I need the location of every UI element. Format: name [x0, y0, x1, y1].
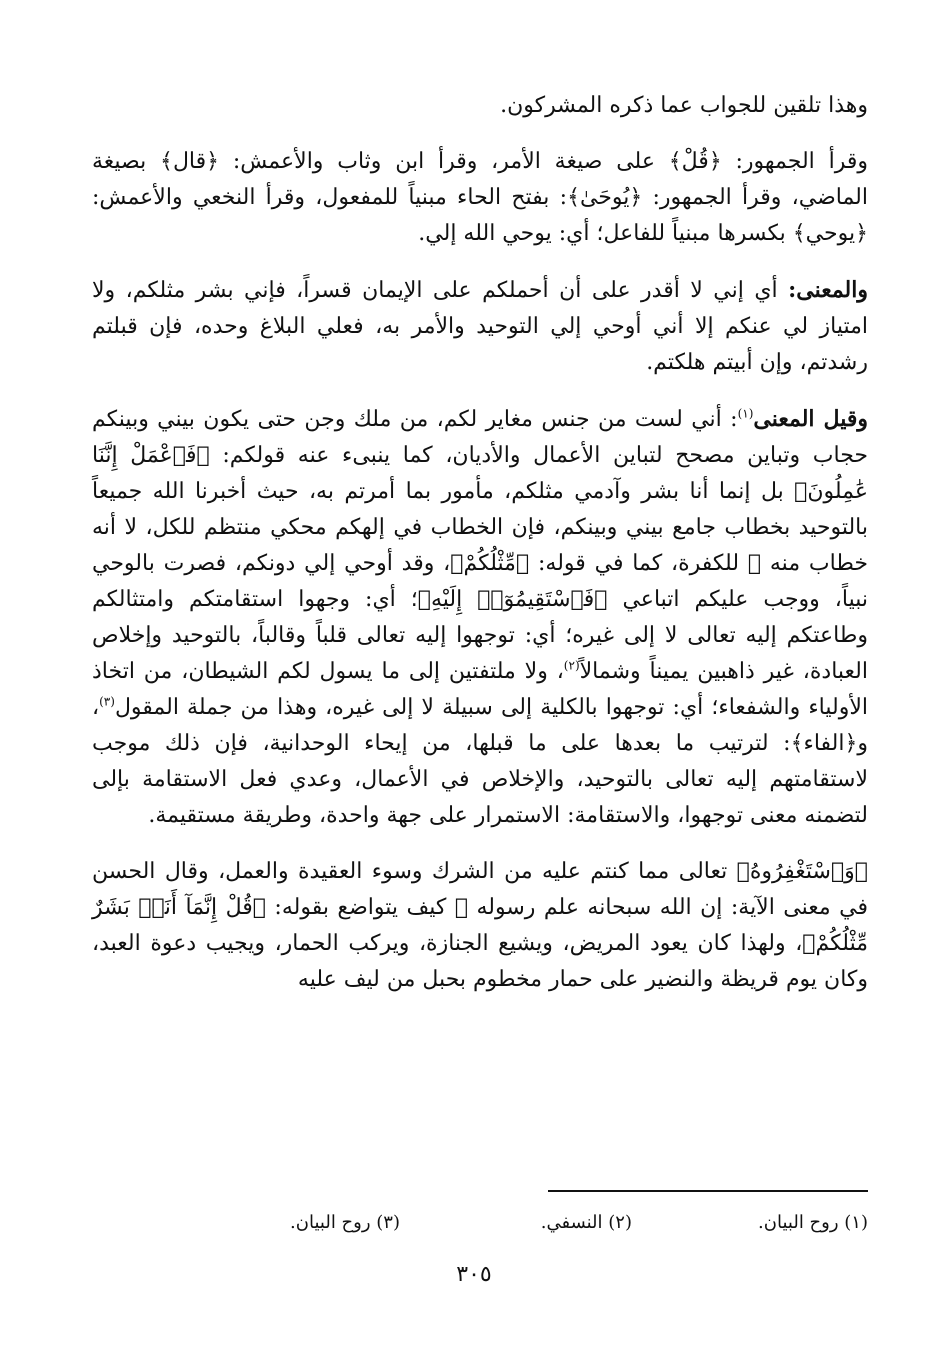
paragraph-intro: وهذا تلقين للجواب عما ذكره المشركون.: [500, 93, 868, 118]
footnote-ref-2: (٢): [563, 658, 580, 673]
page-body: [92, 88, 868, 1016]
footnote-divider: [548, 1190, 868, 1192]
paragraph-forgiveness: ﴿وَٱسْتَغْفِرُوهُ﴾ تعالى مما كنتم عليه من الشرك وسوء العقيدة والعمل، وقال الحسن في معنى الآية: إن الله سبحانه علم رسوله ﷺ كيف يتواضع بقوله: ﴿قُلْ إِنَّمَآ أَنَا۠ بَشَرٌ مِّثْلُكُمْ﴾، ولهذا كان يعود المريض، ويشيع الجنازة، ويركب الحمار، ويجيب دعوة العبد، وكان يوم قريظة والنضير على حمار مخطوم بحبل من ليف عليه: [92, 859, 868, 992]
paragraph-alt-meaning: [92, 401, 868, 834]
footnote-ref-1: (١): [737, 406, 754, 421]
footnote-ref-3: (٣): [99, 694, 115, 709]
footnotes: [92, 1210, 868, 1236]
alt-meaning-text-2: ، ولا ملتفتين إلى ما يسول لكم الشيطان، من اتخاذ الأولياء والشفعاء؛ أي: توجهوا بالكلية إلى سبيلة لا إلى غيره، وهذا من جملة المقول: [92, 659, 868, 720]
meaning-text: أي إني لا أقدر على أن أحملكم على الإيمان قسراً، فإني بشر مثلكم، ولا امتياز لي عنكم إلا أني أوحي إلي التوحيد والأمر به، فعلي البلاغ وحده، فإن قبلتم رشدتم، وإن أبيتم هلكتم.: [92, 278, 868, 375]
paragraph-meaning: [92, 272, 868, 381]
footnote-1: (١) روح البيان.: [758, 1212, 868, 1233]
paragraph-readings: وقرأ الجمهور: ﴿قُلْ﴾ على صيغة الأمر، وقرأ ابن وثاب والأعمش: ﴿قال﴾ بصيغة الماضي، وقرأ الجمهور: ﴿يُوحَىٰ﴾: بفتح الحاء مبنياً للمفعول، وقرأ النخعي والأعمش: ﴿يوحي﴾ بكسرها مبنياً للفاعل؛ أي: يوحي الله إلي.: [92, 149, 868, 246]
meaning-heading: والمعنى:: [788, 277, 868, 303]
page-number: ٣٠٥: [456, 1262, 492, 1287]
alt-meaning-text-1: : أني لست من جنس مغاير لكم، من ملك وجن حتى يكون بيني وبينكم حجاب وتباين مصحح لتباين الأعمال والأديان، كما ينبىء عنه قولكم: ﴿فَٱعْمَلْ إِنَّنَا عَٰمِلُونَ﴾ بل إنما أنا بشر وآدمي مثلكم، مأمور بما أمرتم به، حيث أخبرنا الله جميعاً بالتوحيد بخطاب جامع بيني وبينكم، فإن الخطاب في إلهكم محكي منتظم للكل، لا أنه خطاب منه ﷺ للكفرة، كما في قوله: ﴿مِّثْلُكُمْ﴾، وقد أوحي إلي دونكم، فصرت بالوحي نبياً، ووجب عليكم اتباعي ﴿فَٱسْتَقِيمُوٓا۟ إِلَيْهِ﴾؛ أي: وجهوا استقامتكم وامتثالكم وطاعتكم إليه تعالى لا إلى غيره؛ أي: توجهوا إليه تعالى قلباً وقالباً، بالتوحيد وإخلاص العبادة، غير ذاهبين يميناً وشمالاً: [92, 407, 868, 684]
alt-meaning-heading: وقيل المعنى: [753, 406, 868, 432]
alt-meaning-text-3: ، و﴿الفاء﴾: لترتيب ما بعدها على ما قبلها، من إيحاء الوحدانية، فإن ذلك موجب لاستقامتهم إليه تعالى بالتوحيد، والإخلاص في الأعمال، وعدي فعل الاستقامة بإلى لتضمنه معنى توجهوا، والاستقامة: الاستمرار على جهة واحدة، وطريقة مستقيمة.: [92, 695, 868, 828]
footnote-3: (٣) روح البيان.: [290, 1212, 400, 1233]
footnote-2: (٢) النسفي.: [540, 1212, 632, 1233]
